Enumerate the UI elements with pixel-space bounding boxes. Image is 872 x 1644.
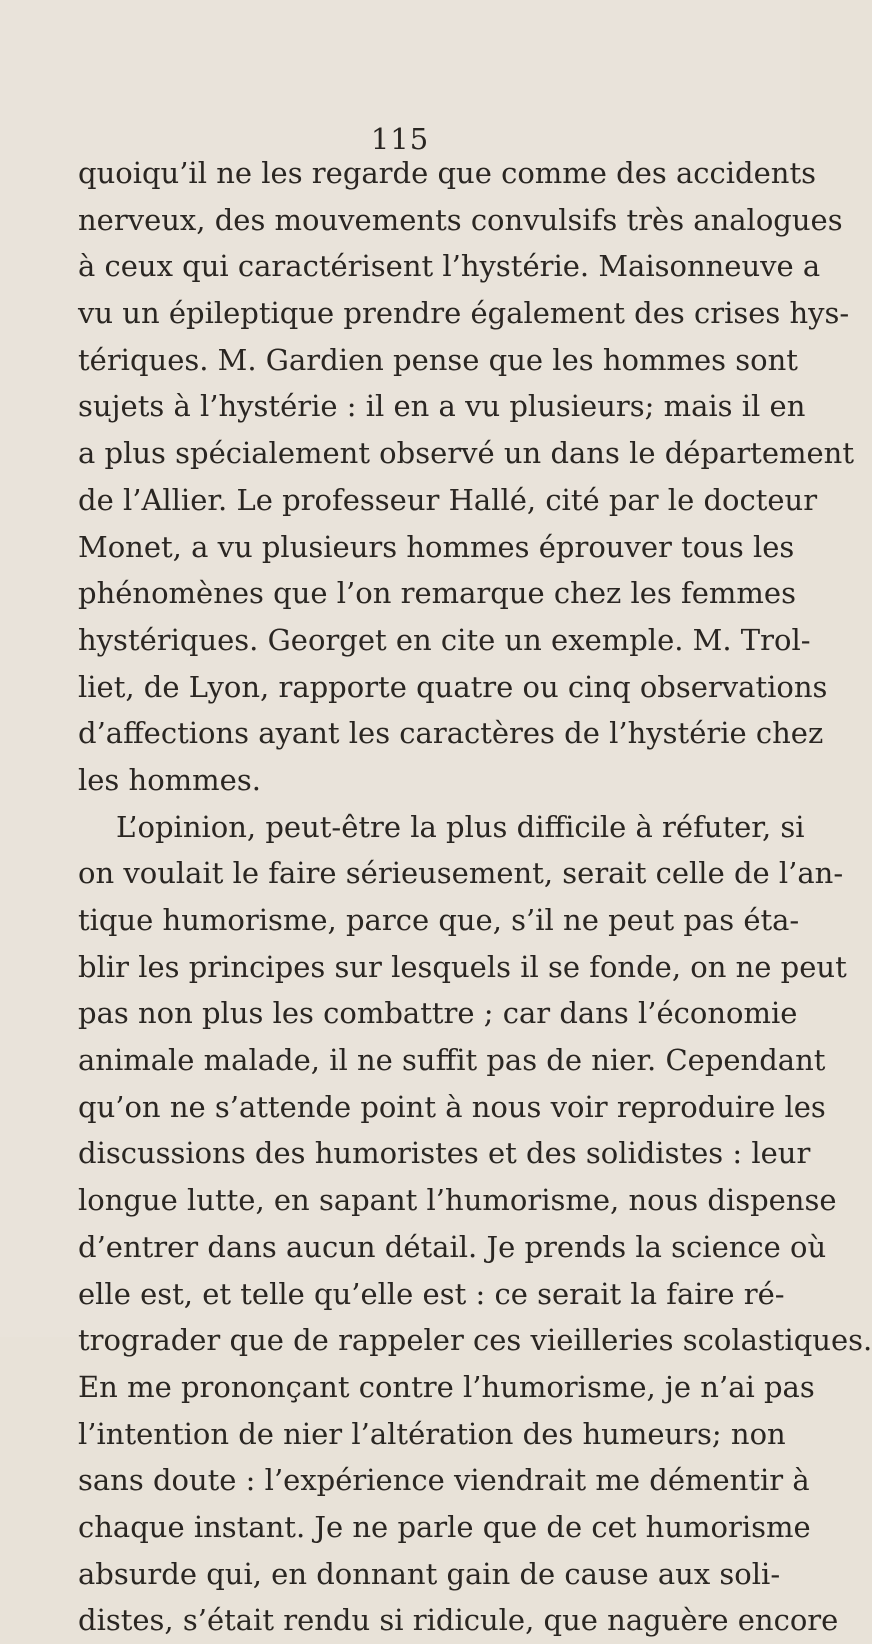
text-line: on voulait le faire sérieusement, serait celle de l’an- bbox=[78, 856, 844, 891]
text-line: de l’Allier. Le professeur Hallé, cité par le docteur bbox=[78, 482, 818, 517]
text-line: hystériques. Georget en cite un exemple. M. Trol- bbox=[78, 622, 811, 657]
text-line: chaque instant. Je ne parle que de cet humorisme bbox=[78, 1509, 811, 1544]
text-line: phénomènes que l’on remarque chez les femmes bbox=[78, 576, 796, 611]
text-line: qu’on ne s’attende point à nous voir reproduire les bbox=[78, 1089, 826, 1124]
text-line: trograder que de rappeler ces vieilleries scolastiques. bbox=[78, 1323, 872, 1358]
text-line: En me prononçant contre l’humorisme, je n’ai pas bbox=[78, 1369, 815, 1404]
text-line: absurde qui, en donnant gain de cause aux soli- bbox=[78, 1556, 781, 1591]
text-line: vu un épileptique prendre également des crises hys- bbox=[78, 296, 850, 331]
text-line: sans doute : l’expérience viendrait me démentir à bbox=[78, 1463, 810, 1498]
text-line: animale malade, il ne suffit pas de nier. Cependant bbox=[78, 1043, 826, 1078]
text-line: Monet, a vu plusieurs hommes éprouver tous les bbox=[78, 529, 795, 564]
text-line: d’entrer dans aucun détail. Je prends la science où bbox=[78, 1229, 827, 1264]
text-line: quoiqu’il ne les regarde que comme des accidents bbox=[78, 156, 816, 190]
text-line: blir les principes sur lesquels il se fonde, on ne peut bbox=[78, 949, 847, 984]
text-line: d’affections ayant les caractères de l’hystérie chez bbox=[78, 716, 824, 751]
text-line: tique humorisme, parce que, s’il ne peut pas éta- bbox=[78, 903, 800, 937]
paragraph-start-line: L’opinion, peut-être la plus difficile à réfuter, si bbox=[116, 809, 805, 844]
paragraph-end-line: les hommes. bbox=[78, 762, 261, 797]
text-line: discussions des humoristes et des solidistes : leur bbox=[78, 1136, 811, 1171]
text-line: sujets à l’hystérie : il en a vu plusieurs; mais il en bbox=[78, 389, 806, 424]
page-number: 115 bbox=[370, 122, 430, 156]
text-line: pas non plus les combattre ; car dans l’économie bbox=[78, 996, 798, 1031]
text-line: l’intention de nier l’altération des humeurs; non bbox=[78, 1416, 786, 1451]
text-line: tériques. M. Gardien pense que les hommes sont bbox=[78, 342, 798, 377]
text-line: distes, s’était rendu si ridicule, que naguère encore bbox=[78, 1603, 839, 1638]
text-line: nerveux, des mouvements convulsifs très analogues bbox=[78, 202, 843, 237]
text-line: a plus spécialement observé un dans le département bbox=[78, 436, 854, 471]
body-text bbox=[78, 150, 872, 1644]
text-line: liet, de Lyon, rapporte quatre ou cinq observations bbox=[78, 669, 828, 704]
text-line: à ceux qui caractérisent l’hystérie. Maisonneuve a bbox=[78, 249, 821, 284]
text-line: longue lutte, en sapant l’humorisme, nous dispense bbox=[78, 1183, 837, 1218]
text-line: elle est, et telle qu’elle est : ce serait la faire ré- bbox=[78, 1276, 785, 1311]
